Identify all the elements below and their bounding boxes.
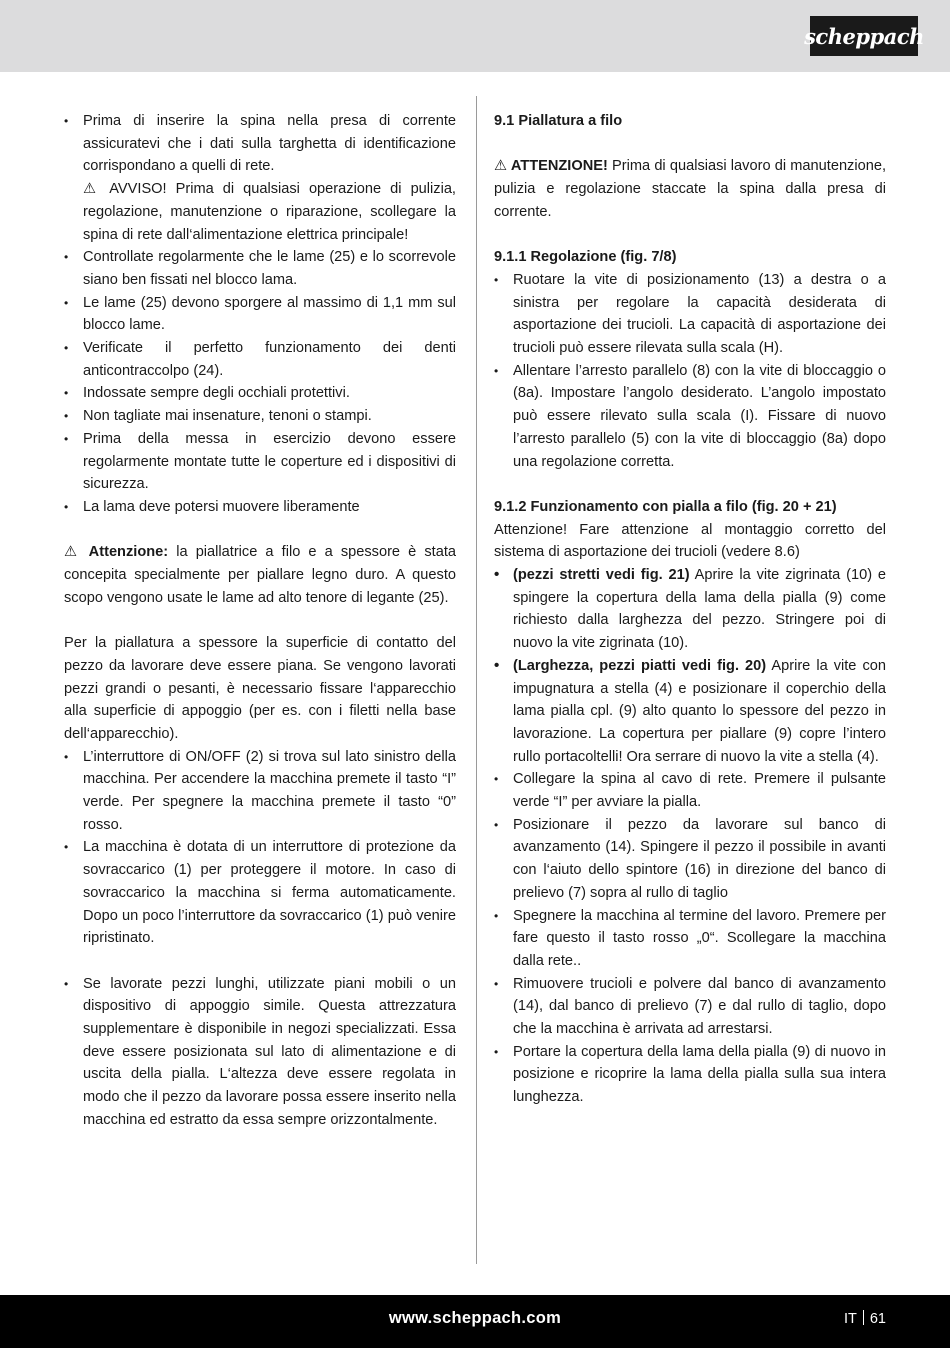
list-item: • Prima della messa in esercizio devono essere regolarmente montate tutte le coperture ed i dispositivi di sicurezza. [64, 428, 456, 496]
safety-list-2 [64, 246, 456, 518]
attention-label: ⚠ Attenzione: [64, 544, 169, 561]
list-item: • Allentare l’arresto parallelo (8) con la vite di bloccaggio o (8a). Impostare l’angolo desiderato. L’angolo impostato può essere rilevato sulla scala (I). Fissare di nuovo l’arresto parallelo (5) con la vite di bloccaggio (8a) dopo una regolazione corretta. [494, 360, 886, 474]
list-item: • Prima di inserire la spina nella presa di corrente assicuratevi che i dati sulla targhetta di identificazione corrispondano a quelli di rete. [64, 110, 456, 178]
section-heading-9-1-1: 9.1.1 Regolazione (fig. 7/8) [494, 249, 677, 266]
list-item: • L’interruttore di ON/OFF (2) si trova sul lato sinistro della macchina. Per accendere la macchina premete il tasto “I” verde. Per spegnere la macchina premete il tasto “0” rosso. [64, 746, 456, 837]
list-item-text: Aprire la vite con impugnatura a stella (4) e posizionare il coperchio della lama pialla cpl. (9) alto quanto lo spessore del pezzo in lavorazione. La copertura per piallare (9) copre l’intero rullo portacoltelli! Ora serrare di nuovo la vite a stella (4). [513, 657, 886, 765]
list-item [494, 564, 886, 655]
list-item-label: (Larghezza, pezzi piatti vedi fig. 20) [513, 657, 767, 674]
adjustment-list [494, 269, 886, 473]
list-item: • Posizionare il pezzo da lavorare sul banco di avanzamento (14). Spingere il pezzo il possibile in avanti con l‘aiuto dello spintore (16) in direzione del banco di prelievo (7) sopra al rullo di taglio [494, 814, 886, 905]
switch-list [64, 746, 456, 950]
list-item: • Verificate il perfetto funzionamento dei denti anticontraccolpo (24). [64, 337, 456, 382]
list-item [494, 655, 886, 769]
page-indicator [844, 1310, 886, 1327]
list-item: • Non tagliate mai insenature, tenoni o stampi. [64, 405, 456, 428]
language-code: IT [843, 1311, 857, 1327]
page-number: 61 [869, 1311, 886, 1327]
list-item: • Portare la copertura della lama della pialla (9) di nuovo in posizione e ricoprire la lama della pialla sulla sua intera lunghezza. [494, 1041, 886, 1109]
surface-paragraph: Per la piallatura a spessore la superficie di contatto del pezzo da lavorare deve essere piana. Se vengono lavorati pezzi grandi o pesanti, è necessario fissare l‘apparecchio alla superficie di appoggio (per es. con i filetti nella base dell‘apparecchio). [64, 635, 456, 742]
list-item: • La macchina è dotata di un interruttore di protezione da sovraccarico (1) per proteggere il motore. In caso di sovraccarico la macchina si ferma automaticamente. Dopo un poco l’interruttore da sovraccarico (1) può venire ripristinato. [64, 836, 456, 950]
warning-paragraph [494, 155, 886, 223]
list-item: • Collegare la spina al cavo di rete. Premere il pulsante verde “I” per avviare la pialla. [494, 768, 886, 813]
left-column [64, 110, 456, 1132]
safety-list-1 [64, 110, 456, 178]
page-separator [863, 1310, 864, 1325]
list-item: • Ruotare la vite di posizionamento (13) a destra o a sinistra per regolare la capacità desiderata di asportazione dei trucioli. La capacità di asportazione dei trucioli può essere rilevata sulla scala (H). [494, 269, 886, 360]
attention-text: la piallatrice a filo e a spessore è stata concepita specialmente per piallare legno duro. A questo scopo vengono usate le lame ad alto tenore di legante (25). [64, 544, 456, 606]
column-divider [476, 96, 477, 1264]
list-item-text: Aprire la vite zigrinata (10) e spingere la copertura della lama della pialla (9) come richiesto dalla larghezza del pezzo. Stringere poi di nuovo la vite zigrinata (10). [513, 567, 887, 652]
section-heading-9-1-2: 9.1.2 Funzionamento con pialla a filo (fig. 20 + 21) [494, 498, 837, 515]
operation-list [494, 768, 886, 1109]
operation-bold-list [494, 564, 886, 768]
avviso-note: ⚠ AVVISO! Prima di qualsiasi operazione di pulizia, regolazione, manutenzione o riparazione, scollegare la spina di rete dall‘alimentazione elettrica principale! [83, 181, 456, 243]
website-link[interactable]: www.scheppach.com [388, 1309, 562, 1327]
warning-text: Prima di qualsiasi lavoro di manutenzione, pulizia e regolazione staccate la spina dalla presa di corrente. [494, 158, 886, 220]
list-item: • Controllate regolarmente che le lame (25) e lo scorrevole siano ben fissati nel blocco lama. [64, 246, 456, 291]
brand-logo: scheppach [810, 16, 918, 56]
long-pieces-list [64, 973, 456, 1132]
list-item: • Rimuovere trucioli e polvere dal banco di avanzamento (14), dal banco di prelievo (7) e dal rullo di taglio, dopo che la macchina è arrivata ad arrestarsi. [494, 973, 886, 1041]
operation-intro: Attenzione! Fare attenzione al montaggio corretto del sistema di asportazione dei trucioli (vedere 8.6) [494, 521, 886, 561]
right-column [494, 110, 886, 1109]
list-item-label: (pezzi stretti vedi fig. 21) [513, 567, 690, 584]
warning-label: ⚠ ATTENZIONE! [494, 158, 608, 175]
footer-bar [0, 1295, 950, 1348]
list-item: • La lama deve potersi muovere liberamente [64, 496, 456, 519]
attention-paragraph [64, 541, 456, 609]
section-heading-9-1: 9.1 Piallatura a filo [494, 113, 623, 129]
list-item: • Spegnere la macchina al termine del lavoro. Premere per fare questo il tasto rosso „0“. Scollegare la macchina dalla rete.. [494, 905, 886, 973]
list-item: • Le lame (25) devono sporgere al massimo di 1,1 mm sul blocco lame. [64, 292, 456, 337]
list-item: • Indossate sempre degli occhiali protettivi. [64, 382, 456, 405]
list-item: • Se lavorate pezzi lunghi, utilizzate piani mobili o un dispositivo di appoggio simile. Questa attrezzatura supplementare è disponibile in negozi specializzati. Essa deve essere posizionata sul lato di alimentazione e di uscita della pialla. L‘altezza deve essere regolata in modo che il pezzo da lavorare possa essere inserito nella macchina ed estratto da essa sempre orizzontalmente. [64, 973, 456, 1132]
